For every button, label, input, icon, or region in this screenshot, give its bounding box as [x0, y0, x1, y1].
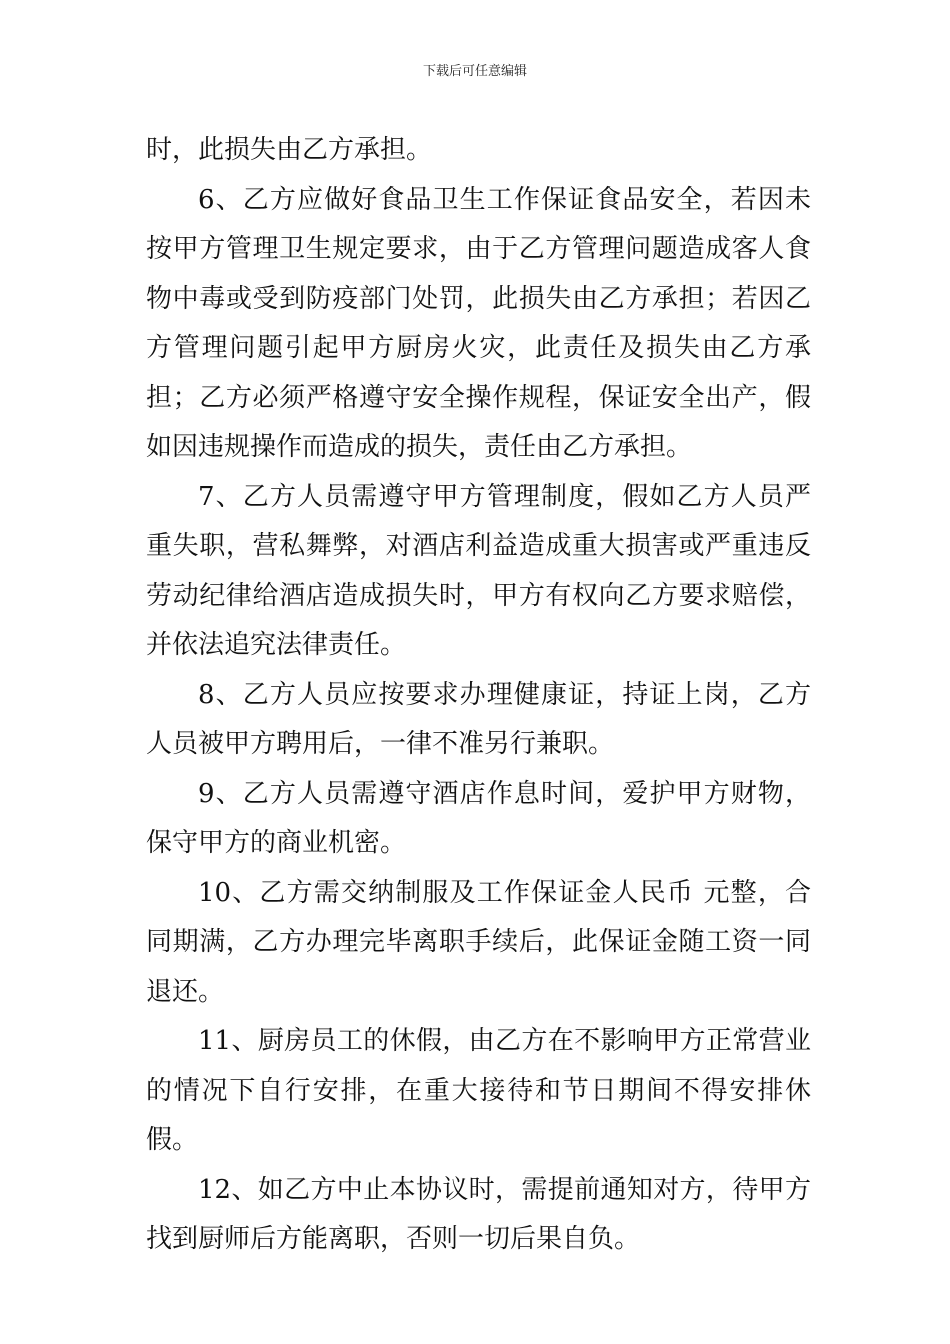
- clause-6: 6、乙方应做好食品卫生工作保证食品安全，若因未按甲方管理卫生规定要求，由于乙方管理问题造成客人食物中毒或受到防疫部门处罚，此损失由乙方承担；若因乙方管理问题引起甲方厨房火灾，此责任及损失由乙方承担；乙方必须严格遵守安全操作规程，保证安全出产，假如因违规操作而造成的损失，责任由乙方承担。: [146, 184, 811, 462]
- clause-9: 9、乙方人员需遵守酒店作息时间，爱护甲方财物，保守甲方的商业机密。: [146, 778, 811, 858]
- paragraph-continuation: 时，此损失由乙方承担。: [146, 135, 433, 165]
- page-header: 下载后可任意编辑: [422, 64, 527, 79]
- clause-11: 11、厨房员工的休假，由乙方在不影响甲方正常营业的情况下自行安排，在重大接待和节日期间不得安排休假。: [146, 1026, 811, 1155]
- clause-12: 12、如乙方中止本协议时，需提前通知对方，待甲方找到厨师后方能离职，否则一切后果自负。: [146, 1174, 811, 1254]
- clause-10: 10、乙方需交纳制服及工作保证金人民币 元整，合同期满，乙方办理完毕离职手续后，此保证金随工资一同退还。: [146, 877, 811, 1007]
- document-body: [146, 126, 811, 1265]
- clause-7: 7、乙方人员需遵守甲方管理制度，假如乙方人员严重失职，营私舞弊，对酒店利益造成重大损害或严重违反劳动纪律给酒店造成损失时，甲方有权向乙方要求赔偿，并依法追究法律责任。: [146, 481, 811, 660]
- clause-8: 8、乙方人员应按要求办理健康证，持证上岗，乙方人员被甲方聘用后，一律不准另行兼职。: [146, 679, 811, 759]
